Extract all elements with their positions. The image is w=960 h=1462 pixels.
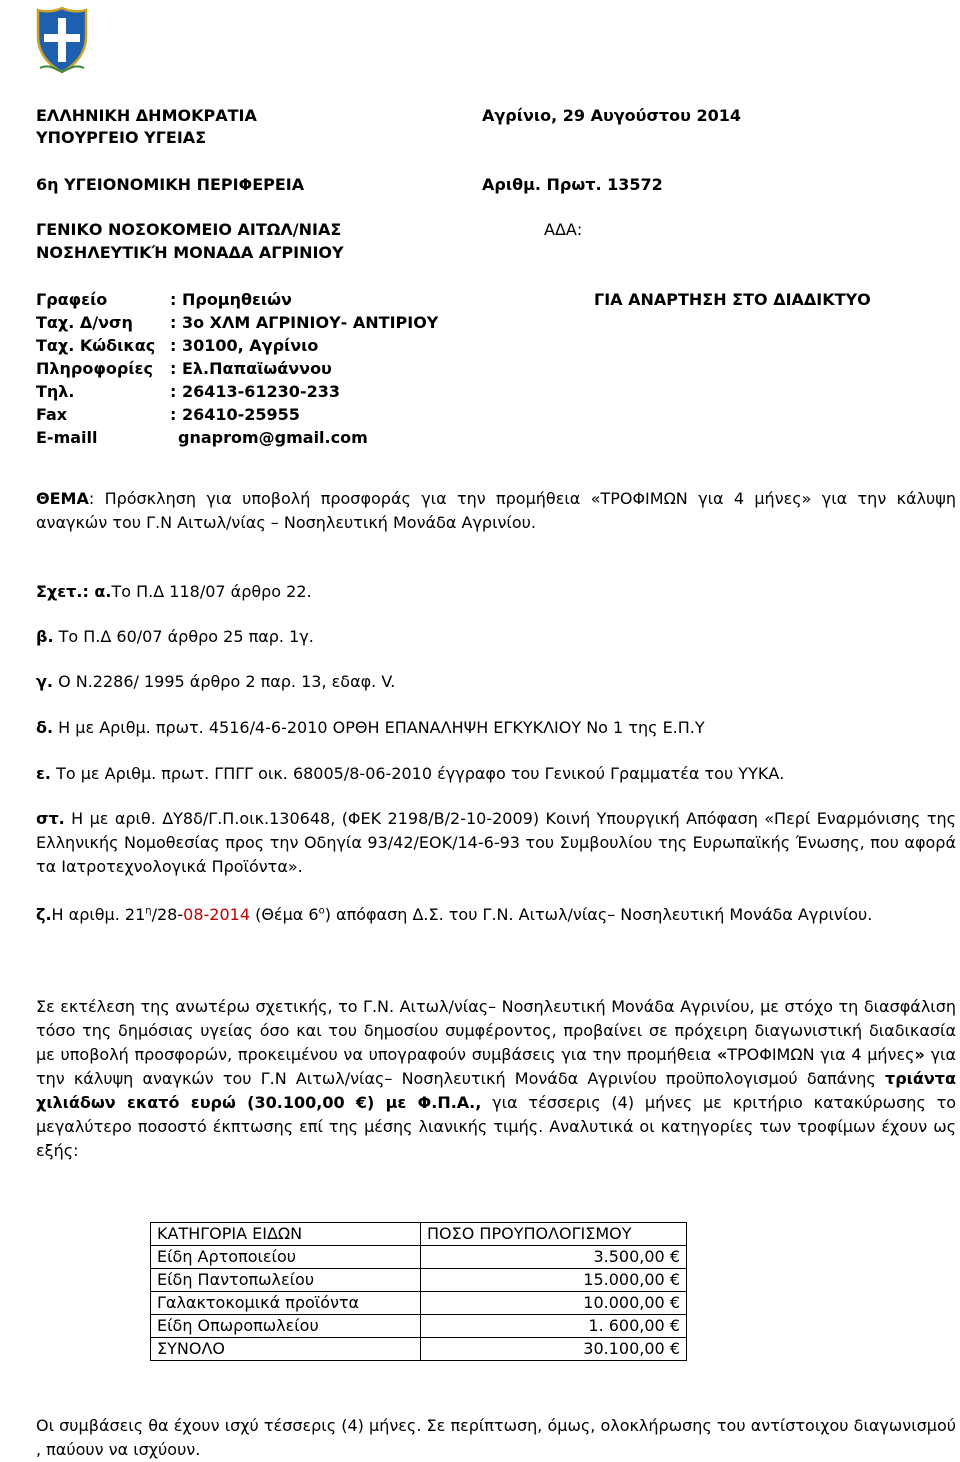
body-quote-open: « [716, 1045, 728, 1064]
table-total-row [151, 1338, 687, 1361]
closing-paragraph: Οι συμβάσεις θα έχουν ισχύ τέσσερις (4) μήνες. Σε περίπτωση, όμως, ολοκλήρωσης του αντίστοιχου διαγωνισμού , παύουν να ισχύουν. [36, 1416, 956, 1459]
reference-z-text: ) απόφαση Δ.Σ. του Γ.Ν. Αιτωλ/νίας– Νοσηλευτική Μονάδα Αγρινίου. [324, 905, 873, 924]
table-cell-category: ΣΥΝΟΛΟ [151, 1338, 421, 1361]
table-header-row [151, 1223, 687, 1246]
contact-value: : 3ο ΧΛΜ ΑΓΡΙΝΙΟΥ- ΑΝΤΙΡΙΟΥ [170, 313, 439, 332]
body-text: για τέσσερις (4) μήνες με κριτήριο κατακύρωσης το μεγαλύτερο ποσοστό έκπτωσης επί της μέσης λιανικής τιμής. Αναλυτικά οι κατηγορίες των τροφίμων έχουν ως εξής: [36, 1093, 957, 1160]
contact-value: : Προμηθειών [170, 290, 292, 309]
table-cell-amount: 30.100,00 € [421, 1338, 687, 1361]
unit-heading: ΝΟΣΗΛΕΥΤΙΚΉ ΜΟΝΑΔΑ ΑΓΡΙΝΙΟΥ [36, 243, 344, 262]
contact-label: Fax [36, 405, 68, 424]
table-header-cell: ΠΟΣΟ ΠΡΟΥΠΟΛΟΓΙΣΜΟΥ [421, 1223, 687, 1246]
body-quote-close: » [914, 1045, 925, 1064]
table-cell-amount: 1. 600,00 € [421, 1315, 687, 1338]
budget-table [150, 1222, 687, 1361]
reference-b [36, 626, 314, 648]
reference-e [36, 763, 784, 785]
reference-b-text: Το Π.Δ 60/07 άρθρο 25 παρ. 1γ. [53, 627, 314, 646]
hospital-heading: ΓΕΝΙΚΟ ΝΟΣΟΚΟΜΕΙΟ ΑΙΤΩΛ/ΝΙΑΣ [36, 220, 342, 239]
contact-value: : Ελ.Παπαϊωάννου [170, 359, 332, 378]
republic-heading: ΕΛΛΗΝΙΚΗ ΔΗΜΟΚΡΑΤΙΑ [36, 106, 257, 125]
body-paragraph [36, 995, 956, 1163]
table-cell-category: Γαλακτοκομικά προϊόντα [151, 1292, 421, 1315]
body-budget-amount: τριάντα χιλιάδων εκατό ευρώ (30.100,00 €) με Φ.Π.Α., [36, 1069, 956, 1112]
reference-z-label: ζ. [36, 905, 52, 924]
protocol-number: Αριθμ. Πρωτ. 13572 [482, 175, 663, 194]
reference-d-text: Η με Αριθμ. πρωτ. 4516/4-6-2010 ΟΡΘΗ ΕΠΑΝΑΛΗΨΗ ΕΓΚΥΚΛΙΟΥ Νο 1 της Ε.Π.Υ [53, 718, 705, 737]
reference-z-text: (Θέμα 6 [250, 905, 319, 924]
table-row [151, 1246, 687, 1269]
reference-z-date-highlight: 08-2014 [183, 905, 250, 924]
contact-value: : 26413-61230-233 [170, 382, 340, 401]
reference-st-label: στ. [36, 809, 65, 828]
reference-st-text: Η με αριθ. ΔΥ8δ/Γ.Π.οικ.130648, (ΦΕΚ 2198/Β/2-10-2009) Κοινή Υπουργική Απόφαση «Περί Εναρμόνισης της Ελληνικής Νομοθεσίας προς την Οδηγία 93/42/ΕΟΚ/14-6-93 του Συμβουλίου της Ευρωπαϊκής Ένωσης, που αφορά τα Ιατροτεχνολογικά Προϊόντα». [36, 809, 956, 876]
body-text: για την κάλυψη αναγκών του Γ.Ν Αιτωλ/νίας– Νοσηλευτική Μονάδα Αγρινίου προϋπολογισμού δαπάνης [36, 1045, 957, 1088]
reference-c-label: γ. [36, 672, 53, 691]
reference-b-label: β. [36, 627, 54, 646]
subject-label: ΘΕΜΑ [36, 489, 89, 508]
subject-text: : Πρόσκληση για υποβολή προσφοράς για την προμήθεια «ΤΡΟΦΙΜΩΝ για 4 μήνες» για την κάλυψη αναγκών του Γ.Ν Αιτωλ/νίας – Νοσηλευτική Μονάδα Αγρινίου. [36, 489, 956, 532]
ada-label: ΑΔΑ: [544, 220, 583, 239]
table-row [151, 1315, 687, 1338]
contact-value: : 26410-25955 [170, 405, 300, 424]
reference-a [36, 581, 312, 603]
region-heading: 6η ΥΓΕΙΟΝΟΜΙΚΗ ΠΕΡΙΦΕΡΕΙΑ [36, 175, 305, 194]
reference-z-text: /28- [151, 905, 184, 924]
contact-email: gnaprom@gmail.com [178, 428, 368, 447]
reference-z-sup: ο [318, 905, 325, 917]
greek-emblem-icon [34, 6, 90, 74]
contact-value: : 30100, Αγρίνιο [170, 336, 319, 355]
table-cell-amount: 3.500,00 € [421, 1246, 687, 1269]
place-date: Αγρίνιο, 29 Αυγούστου 2014 [482, 106, 742, 125]
table-cell-amount: 10.000,00 € [421, 1292, 687, 1315]
table-cell-category: Είδη Παντοπωλείου [151, 1269, 421, 1292]
contact-label: Τηλ. [36, 382, 75, 401]
reference-a-label: Σχετ.: α. [36, 582, 112, 601]
contact-label: Πληροφορίες [36, 359, 153, 378]
table-cell-category: Είδη Οπωροπωλείου [151, 1315, 421, 1338]
contact-label: E-maill [36, 428, 98, 447]
reference-c-text: Ο Ν.2286/ 1995 άρθρο 2 παρ. 13, εδαφ. V. [52, 672, 396, 691]
reference-a-text: Το Π.Δ 118/07 άρθρο 22. [111, 582, 312, 601]
reference-e-text: Το με Αριθμ. πρωτ. ΓΠΓΓ οικ. 68005/8-06-2010 έγγραφο του Γενικού Γραμματέα του ΥΥΚΑ. [50, 764, 785, 783]
table-cell-category: Είδη Αρτοποιείου [151, 1246, 421, 1269]
reference-e-label: ε. [36, 764, 51, 783]
contact-label: Ταχ. Κώδικας [36, 336, 156, 355]
table-row [151, 1269, 687, 1292]
body-text: ΤΡΟΦΙΜΩΝ για 4 μήνες [727, 1045, 915, 1064]
reference-d-label: δ. [36, 718, 54, 737]
reference-z [36, 904, 872, 926]
contact-label: Γραφείο [36, 290, 108, 309]
table-row [151, 1292, 687, 1315]
subject-paragraph [36, 487, 956, 535]
contact-label: Ταχ. Δ/νση [36, 313, 133, 332]
publish-note: ΓΙΑ ΑΝΑΡΤΗΣΗ ΣΤΟ ΔΙΑΔΙΚΤΥΟ [594, 290, 871, 309]
reference-d [36, 717, 705, 739]
ministry-heading: ΥΠΟΥΡΓΕΙΟ ΥΓΕΙΑΣ [36, 128, 207, 147]
reference-z-text: Η αριθμ. 21 [51, 905, 146, 924]
table-cell-amount: 15.000,00 € [421, 1269, 687, 1292]
body-text: Σε εκτέλεση της ανωτέρω σχετικής, το Γ.Ν. Αιτωλ/νίας– Νοσηλευτική Μονάδα Αγρινίου, με στόχο τη διασφάλιση τόσο της δημόσιας υγείας όσο και του δημοσίου συμφέροντος, προβαίνει σε πρόχειρη διαγωνιστική διαδικασία με υποβολή προσφορών, προκειμένου να υπογραφούν συμβάσεις για την προμήθεια [36, 997, 956, 1064]
reference-z-sup: η [145, 905, 152, 917]
table-header-cell: ΚΑΤΗΓΟΡΙΑ ΕΙΔΩΝ [151, 1223, 421, 1246]
reference-st [36, 807, 956, 879]
reference-c [36, 671, 395, 693]
